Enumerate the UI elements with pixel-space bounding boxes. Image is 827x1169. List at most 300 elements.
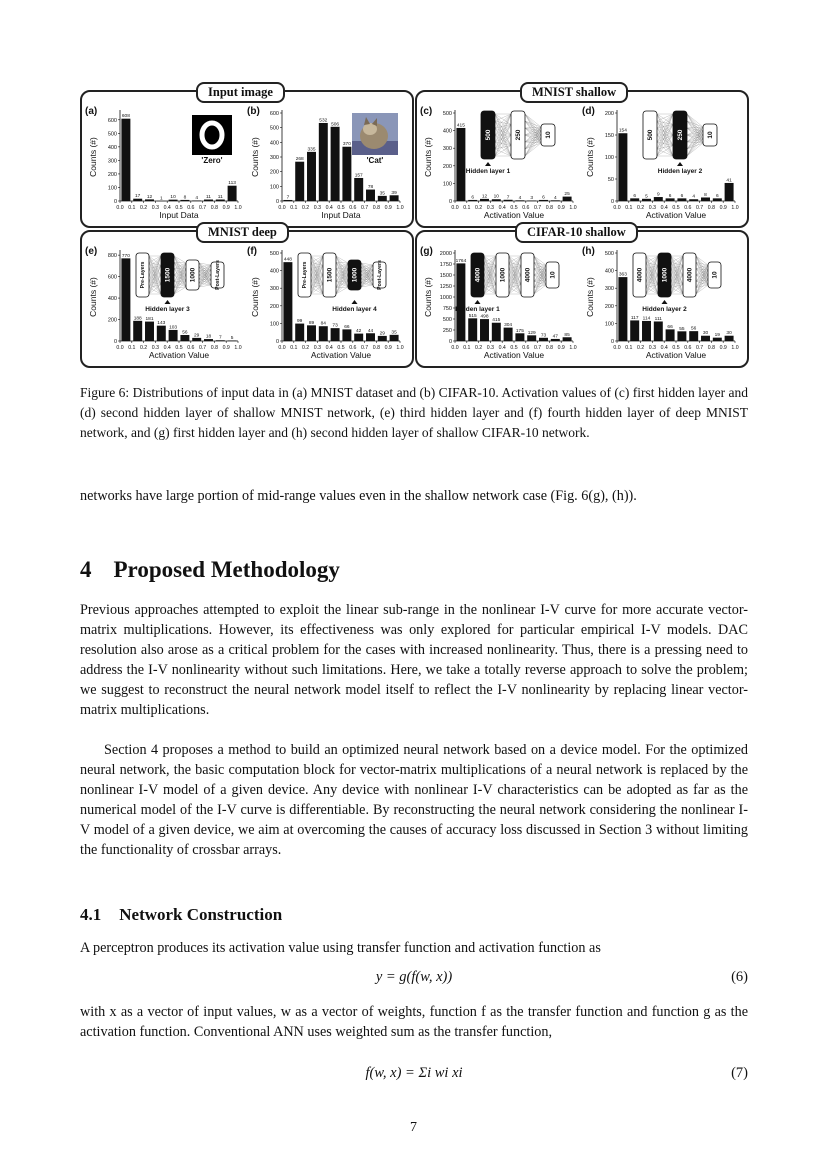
network-diagram bbox=[136, 253, 224, 304]
hidden-layer-marker bbox=[485, 162, 491, 166]
y-axis-label: Counts (#) bbox=[250, 277, 260, 317]
x-axis-label: Activation Value bbox=[645, 210, 707, 220]
x-tick-label: 0.6 bbox=[684, 345, 692, 351]
x-tick-label: 0.3 bbox=[151, 345, 160, 351]
hidden-layer-marker bbox=[677, 162, 683, 166]
bar-value-label: 29 bbox=[194, 333, 200, 339]
connection-line bbox=[149, 266, 161, 295]
y-tick-label: 600 bbox=[107, 117, 117, 124]
x-tick-label: 0.3 bbox=[486, 345, 495, 351]
connection-line bbox=[174, 269, 186, 294]
y-tick-label: 200 bbox=[442, 163, 452, 170]
layer-box-label: 500 bbox=[485, 129, 493, 141]
bar bbox=[145, 322, 154, 341]
layer-box-label: 4000 bbox=[636, 267, 644, 283]
x-tick-label: 0.3 bbox=[648, 205, 657, 211]
y-tick-label: 150 bbox=[604, 133, 614, 139]
bar bbox=[725, 336, 734, 341]
layer-box-label: 10 bbox=[549, 271, 557, 279]
bar bbox=[468, 318, 477, 341]
x-tick-label: 0.7 bbox=[198, 205, 207, 211]
bar-value-label: 84 bbox=[320, 321, 326, 327]
x-tick-label: 0.6 bbox=[522, 345, 530, 351]
x-axis-label: Activation Value bbox=[148, 350, 210, 360]
bar bbox=[169, 330, 178, 341]
bar-value-label: 111 bbox=[654, 316, 662, 322]
bar-value-label: 7 bbox=[218, 335, 222, 341]
bar-value-label: 56 bbox=[691, 326, 697, 332]
bar bbox=[354, 178, 363, 201]
x-tick-label: 0.7 bbox=[533, 205, 542, 211]
y-tick-label: 1000 bbox=[439, 295, 452, 301]
x-tick-label: 0.1 bbox=[463, 205, 471, 211]
bar-value-label: 506 bbox=[331, 122, 340, 128]
bar bbox=[701, 336, 710, 341]
chart-d bbox=[581, 103, 741, 223]
connection-line bbox=[646, 266, 658, 295]
bar-value-label: 532 bbox=[319, 118, 328, 124]
bar-value-label: 10 bbox=[493, 194, 499, 200]
x-tick-label: 0.4 bbox=[660, 205, 668, 211]
bar bbox=[283, 262, 292, 341]
bar-value-label: 6 bbox=[471, 195, 475, 201]
x-tick-label: 0.0 bbox=[451, 205, 459, 211]
chart-c bbox=[419, 103, 579, 223]
y-tick-label: 500 bbox=[604, 251, 614, 257]
bar-value-label: 66 bbox=[667, 324, 673, 330]
connection-line bbox=[509, 266, 521, 295]
bar-value-label: 448 bbox=[283, 257, 292, 263]
layer-box-label: 4000 bbox=[524, 267, 532, 283]
bar bbox=[618, 277, 627, 341]
bar bbox=[295, 324, 304, 341]
bar bbox=[378, 196, 387, 201]
paragraph-3: A perceptron produces its activation value using transfer function and activation function as bbox=[80, 940, 601, 956]
connection-line bbox=[361, 265, 373, 283]
x-tick-label: 0.8 bbox=[372, 345, 381, 351]
connection-line bbox=[671, 266, 683, 295]
y-axis-label: Counts (#) bbox=[88, 277, 98, 317]
y-tick-label: 0 bbox=[275, 199, 279, 205]
connection-line bbox=[687, 114, 703, 127]
layer-box-label: 10 bbox=[707, 131, 715, 139]
x-tick-label: 0.2 bbox=[301, 345, 310, 351]
bar-value-label: 12 bbox=[146, 194, 153, 200]
x-tick-label: 0.5 bbox=[510, 205, 518, 211]
bar bbox=[121, 258, 130, 341]
bar-value-label: 6 bbox=[633, 193, 637, 199]
x-tick-label: 0.0 bbox=[278, 205, 286, 211]
bar bbox=[121, 119, 130, 201]
x-tick-label: 0.5 bbox=[672, 205, 680, 211]
connection-line bbox=[687, 128, 703, 139]
bar bbox=[366, 190, 375, 201]
bar bbox=[157, 326, 166, 341]
chart-b bbox=[246, 103, 406, 223]
y-tick-label: 1500 bbox=[439, 273, 452, 279]
connection-line bbox=[657, 121, 673, 125]
bar-value-label: 35 bbox=[379, 191, 385, 197]
bar-value-label: 30 bbox=[702, 331, 709, 337]
x-axis-label: Input Data bbox=[321, 210, 361, 220]
y-tick-label: 500 bbox=[442, 111, 452, 117]
y-tick-label: 800 bbox=[107, 253, 117, 260]
y-tick-label: 500 bbox=[442, 317, 452, 323]
paragraph-4: with x as a vector of input values, w as a vector of weights, function f as the transfer function and function g as the activation function. Conventional ANN uses weighted sum as the transfer function, bbox=[80, 1004, 748, 1040]
layer-box-label: Post-Layers bbox=[377, 260, 384, 290]
x-tick-label: 0.9 bbox=[222, 205, 230, 211]
subsection-number: 4.1 bbox=[80, 905, 102, 924]
x-tick-label: 0.6 bbox=[522, 205, 530, 211]
y-tick-label: 300 bbox=[269, 155, 279, 161]
x-tick-label: 0.0 bbox=[116, 205, 124, 211]
connection-line bbox=[657, 125, 673, 157]
bar bbox=[307, 152, 316, 201]
x-tick-label: 0.2 bbox=[474, 345, 483, 351]
y-tick-label: 100 bbox=[604, 321, 614, 328]
bar bbox=[342, 147, 351, 201]
x-tick-label: 0.6 bbox=[684, 205, 692, 211]
y-tick-label: 0 bbox=[448, 339, 452, 345]
chart-h bbox=[581, 243, 741, 363]
bar-value-label: 9 bbox=[656, 192, 660, 198]
bar-value-label: 56 bbox=[182, 330, 188, 336]
hidden-layer-marker bbox=[165, 300, 171, 304]
bar-value-label: 35 bbox=[391, 330, 397, 336]
bar-value-label: 4 bbox=[553, 195, 557, 201]
y-tick-label: 200 bbox=[107, 317, 117, 324]
bar bbox=[480, 319, 489, 341]
x-tick-label: 1.0 bbox=[234, 205, 242, 211]
y-axis-label: Counts (#) bbox=[585, 137, 595, 177]
x-axis-label: Activation Value bbox=[483, 350, 545, 360]
x-tick-label: 0.9 bbox=[384, 345, 392, 351]
bar-value-label: 498 bbox=[480, 314, 489, 320]
bar-value-label: 73 bbox=[540, 333, 547, 339]
bar-value-label: 608 bbox=[121, 114, 130, 120]
x-tick-label: 1.0 bbox=[731, 205, 739, 211]
x-tick-label: 0.4 bbox=[498, 205, 506, 211]
panel-label: (c) bbox=[420, 106, 433, 117]
y-tick-label: 200 bbox=[269, 169, 279, 176]
bar bbox=[504, 328, 513, 341]
connection-line bbox=[657, 142, 673, 156]
bar bbox=[642, 321, 651, 341]
x-tick-label: 0.8 bbox=[707, 345, 716, 351]
y-tick-label: 0 bbox=[448, 199, 452, 205]
x-tick-label: 0.9 bbox=[222, 345, 230, 351]
y-tick-label: 2000 bbox=[439, 251, 452, 257]
connection-line bbox=[174, 263, 186, 288]
layer-box-label: 1000 bbox=[499, 267, 507, 283]
connection-line bbox=[687, 143, 703, 156]
bar-value-label: 415 bbox=[492, 318, 501, 324]
x-tick-label: 0.9 bbox=[557, 205, 565, 211]
bar-value-label: 335 bbox=[307, 147, 316, 153]
x-tick-label: 0.5 bbox=[672, 345, 680, 351]
x-tick-label: 0.4 bbox=[325, 205, 333, 211]
chart-g bbox=[419, 243, 579, 363]
x-tick-label: 0.2 bbox=[636, 345, 645, 351]
layer-box-label: 1000 bbox=[661, 267, 669, 283]
bar-value-label: 4 bbox=[195, 195, 199, 201]
hidden-layer-label: Hidden layer 2 bbox=[642, 306, 687, 313]
bar-value-label: 5 bbox=[645, 194, 648, 200]
x-tick-label: 0.2 bbox=[301, 205, 310, 211]
y-tick-label: 50 bbox=[607, 177, 614, 183]
bar-value-label: 268 bbox=[295, 157, 304, 163]
hidden-layer-marker bbox=[352, 300, 358, 304]
x-tick-label: 0.0 bbox=[116, 345, 124, 351]
connection-line bbox=[495, 125, 511, 143]
bar-value-label: 304 bbox=[504, 323, 513, 329]
x-tick-label: 0.1 bbox=[290, 205, 298, 211]
y-tick-label: 300 bbox=[269, 286, 279, 293]
connection-line bbox=[525, 143, 541, 156]
x-tick-label: 0.2 bbox=[636, 205, 645, 211]
connection-line bbox=[199, 265, 211, 283]
x-tick-label: 0.8 bbox=[707, 205, 716, 211]
subsection-heading-4-1 bbox=[80, 905, 282, 925]
bar-value-label: 117 bbox=[630, 315, 639, 321]
layer-box-label: 250 bbox=[515, 129, 523, 141]
equation-7 bbox=[80, 1065, 748, 1087]
panel-label: (b) bbox=[247, 106, 260, 117]
bar-value-label: 6 bbox=[715, 193, 719, 199]
connection-line bbox=[495, 142, 511, 156]
connection-line bbox=[336, 269, 348, 294]
chart-e bbox=[84, 243, 244, 363]
bar bbox=[378, 336, 387, 341]
bar-value-label: 188 bbox=[133, 316, 142, 322]
bar-value-label: 4 bbox=[692, 194, 696, 200]
paragraph-2: Section 4 proposes a method to build an optimized neural network based on a device model. For the optimized neural network, the basic computation block for vector-matrix multiplications of a neural network is replaced by the nonlinear I-V model of a given device. Any device with nonlinear I-V characteristics can be adopted as far as the numerical model of the I-V curve is differentiable. By reconstructing the neural network considering the nonlinear I-V model of a given device, we aim at overcoming the causes of accuracy loss discussed in Section 3 without limiting the functionality of crossbar arrays. bbox=[80, 742, 748, 858]
layer-box-label: 10 bbox=[711, 271, 719, 279]
bar-value-label: 11 bbox=[217, 195, 223, 201]
y-tick-label: 400 bbox=[107, 296, 117, 303]
y-tick-label: 0 bbox=[113, 199, 117, 205]
connection-line bbox=[687, 114, 703, 139]
x-tick-label: 0.2 bbox=[139, 345, 148, 351]
bar-value-label: 78 bbox=[367, 185, 374, 191]
bar-value-label: 18 bbox=[205, 334, 212, 340]
hidden-layer-label: Hidden layer 1 bbox=[465, 168, 511, 175]
x-tick-label: 0.5 bbox=[337, 205, 345, 211]
network-diagram bbox=[298, 253, 386, 304]
y-tick-label: 750 bbox=[442, 306, 452, 312]
section-heading-4 bbox=[80, 557, 340, 583]
x-tick-label: 0.1 bbox=[625, 345, 633, 351]
figure-caption: Figure 6: Distributions of input data in (a) MNIST dataset and (b) CIFAR-10. Activation values of (c) first hidden layer and (d) second hidden layer of shallow MNIST network, (e) third hidden layer and (f) fourth hidden layer of deep MNIST network, and (g) first hidden layer and (h) second hidden layer of shallow CIFAR-10 network. bbox=[80, 385, 748, 440]
y-tick-label: 100 bbox=[269, 184, 279, 191]
bar bbox=[366, 333, 375, 341]
y-axis-label: Counts (#) bbox=[250, 137, 260, 177]
chart-f bbox=[246, 243, 406, 363]
bar bbox=[618, 133, 627, 201]
bar bbox=[725, 183, 734, 201]
subsection-title: Network Construction bbox=[119, 905, 283, 924]
x-tick-label: 0.7 bbox=[360, 345, 369, 351]
x-axis-label: Input Data bbox=[159, 210, 199, 220]
section-number: 4 bbox=[80, 557, 92, 582]
bar-value-label: 99 bbox=[297, 319, 303, 325]
y-tick-label: 0 bbox=[610, 339, 614, 345]
x-tick-label: 0.7 bbox=[533, 345, 542, 351]
bar bbox=[228, 186, 237, 201]
bar-value-label: 5 bbox=[230, 335, 234, 341]
bar-value-label: 42 bbox=[356, 329, 362, 335]
layer-box-label: 1500 bbox=[164, 267, 172, 283]
bar bbox=[515, 333, 524, 341]
connection-line bbox=[484, 266, 496, 295]
y-tick-label: 250 bbox=[442, 328, 452, 334]
connection-line bbox=[495, 121, 511, 125]
y-tick-label: 400 bbox=[269, 140, 279, 147]
y-tick-label: 100 bbox=[269, 321, 279, 328]
bar-value-label: 55 bbox=[679, 326, 685, 332]
x-tick-label: 0.6 bbox=[187, 345, 195, 351]
network-diagram bbox=[643, 111, 717, 166]
panel-label: (h) bbox=[582, 246, 595, 257]
bar-value-label: 113 bbox=[228, 181, 236, 187]
x-tick-label: 0.9 bbox=[719, 205, 727, 211]
bar-value-label: 415 bbox=[456, 123, 465, 129]
bar-value-label: 66 bbox=[344, 324, 350, 330]
bar-value-label: 7 bbox=[286, 195, 290, 201]
bar bbox=[666, 329, 675, 341]
bar-value-label: 85 bbox=[564, 332, 570, 338]
x-axis-label: Activation Value bbox=[310, 350, 372, 360]
connection-line bbox=[525, 131, 541, 142]
x-tick-label: 0.0 bbox=[613, 345, 621, 351]
x-tick-label: 0.7 bbox=[695, 345, 704, 351]
connection-line bbox=[495, 114, 511, 128]
bar bbox=[630, 320, 639, 341]
bar-value-label: 515 bbox=[468, 313, 477, 319]
equation-6-number: (6) bbox=[731, 969, 748, 985]
page-number: 7 bbox=[410, 1120, 417, 1135]
y-tick-label: 0 bbox=[275, 339, 279, 345]
x-tick-label: 0.9 bbox=[557, 345, 565, 351]
connection-line bbox=[525, 128, 541, 139]
image-caption: 'Cat' bbox=[366, 156, 384, 165]
bar-value-label: 39 bbox=[391, 190, 397, 196]
connection-line bbox=[525, 131, 541, 156]
x-tick-label: 0.3 bbox=[313, 345, 322, 351]
network-diagram bbox=[633, 253, 721, 304]
bar-value-label: 3 bbox=[530, 195, 534, 201]
y-tick-label: 400 bbox=[442, 128, 452, 135]
bar-value-label: 114 bbox=[642, 316, 651, 322]
network-diagram bbox=[471, 253, 559, 304]
bar-value-label: 143 bbox=[157, 321, 166, 327]
layer-box-label: Pre-Layers bbox=[302, 261, 309, 289]
x-tick-label: 0.5 bbox=[337, 345, 345, 351]
bar-value-label: 41 bbox=[726, 178, 732, 184]
x-tick-label: 0.5 bbox=[175, 345, 183, 351]
bar bbox=[295, 162, 304, 201]
layer-box-label: 500 bbox=[647, 129, 655, 141]
x-tick-label: 0.1 bbox=[128, 345, 136, 351]
bar bbox=[390, 335, 399, 341]
y-tick-label: 200 bbox=[269, 303, 279, 310]
layer-box-label: 4000 bbox=[474, 267, 482, 283]
bar bbox=[319, 326, 328, 341]
connection-line bbox=[657, 114, 673, 128]
paragraph-continued: networks have large portion of mid-range values even in the shallow network case (Fig. 6(g), (h)). bbox=[80, 488, 637, 504]
bar bbox=[654, 321, 663, 341]
bar-value-label: 6 bbox=[542, 195, 545, 201]
x-tick-label: 0.5 bbox=[510, 345, 518, 351]
y-tick-label: 200 bbox=[604, 303, 614, 310]
connection-line bbox=[657, 125, 673, 143]
x-tick-label: 0.4 bbox=[163, 205, 171, 211]
equation-6-body: y = g(f(w, x)) bbox=[375, 969, 453, 985]
layer-box-label: 250 bbox=[677, 129, 685, 141]
bar bbox=[713, 338, 722, 341]
y-tick-label: 100 bbox=[107, 185, 117, 192]
bar bbox=[456, 128, 465, 201]
y-tick-label: 400 bbox=[107, 144, 117, 151]
y-tick-label: 500 bbox=[269, 125, 279, 132]
x-tick-label: 0.6 bbox=[349, 345, 357, 351]
chart-a bbox=[84, 103, 244, 223]
x-tick-label: 0.9 bbox=[719, 345, 727, 351]
y-tick-label: 500 bbox=[269, 251, 279, 257]
bar-value-label: 175 bbox=[515, 328, 524, 334]
hidden-layer-label: Hidden layer 1 bbox=[455, 306, 500, 313]
x-tick-label: 0.6 bbox=[349, 205, 357, 211]
layer-box-label: 1000 bbox=[351, 267, 359, 283]
bar-value-label: 25 bbox=[564, 192, 570, 198]
y-axis-label: Counts (#) bbox=[423, 137, 433, 177]
bar bbox=[563, 197, 572, 201]
x-tick-label: 0.8 bbox=[210, 345, 219, 351]
bar-value-label: 8 bbox=[183, 195, 187, 201]
bar-value-label: 129 bbox=[527, 330, 536, 336]
x-tick-label: 0.4 bbox=[498, 345, 506, 351]
x-tick-label: 0.1 bbox=[463, 345, 471, 351]
layer-box-label: Pre-Layers bbox=[140, 261, 147, 289]
bar-value-label: 770 bbox=[121, 253, 130, 259]
y-axis-label: Counts (#) bbox=[585, 277, 595, 317]
panel-label: (f) bbox=[247, 246, 257, 257]
bar-value-label: 12 bbox=[481, 194, 488, 200]
y-tick-label: 300 bbox=[107, 158, 117, 165]
equation-7-number: (7) bbox=[731, 1065, 748, 1081]
bar-value-label: 154 bbox=[618, 128, 627, 134]
y-tick-label: 0 bbox=[610, 199, 614, 205]
panel-label: (a) bbox=[85, 106, 98, 117]
y-tick-label: 200 bbox=[604, 111, 614, 117]
connection-line bbox=[336, 269, 348, 281]
bar-value-label: 157 bbox=[354, 173, 363, 179]
y-tick-label: 300 bbox=[442, 146, 452, 153]
hidden-layer-label: Hidden layer 4 bbox=[332, 306, 377, 313]
x-tick-label: 1.0 bbox=[569, 205, 577, 211]
layer-box-label: 4000 bbox=[686, 267, 694, 283]
x-axis-label: Activation Value bbox=[483, 210, 545, 220]
x-tick-label: 0.4 bbox=[660, 345, 668, 351]
x-tick-label: 0.3 bbox=[486, 205, 495, 211]
equation-7-body: f(w, x) = Σi wi xi bbox=[365, 1065, 463, 1081]
bar-value-label: 4 bbox=[518, 195, 522, 201]
connection-line bbox=[525, 114, 541, 139]
connection-line bbox=[687, 131, 703, 142]
mnist-zero-image bbox=[192, 115, 232, 155]
group-title-mnist-shallow: MNIST shallow bbox=[520, 82, 628, 103]
layer-box-label: 1500 bbox=[326, 267, 334, 283]
